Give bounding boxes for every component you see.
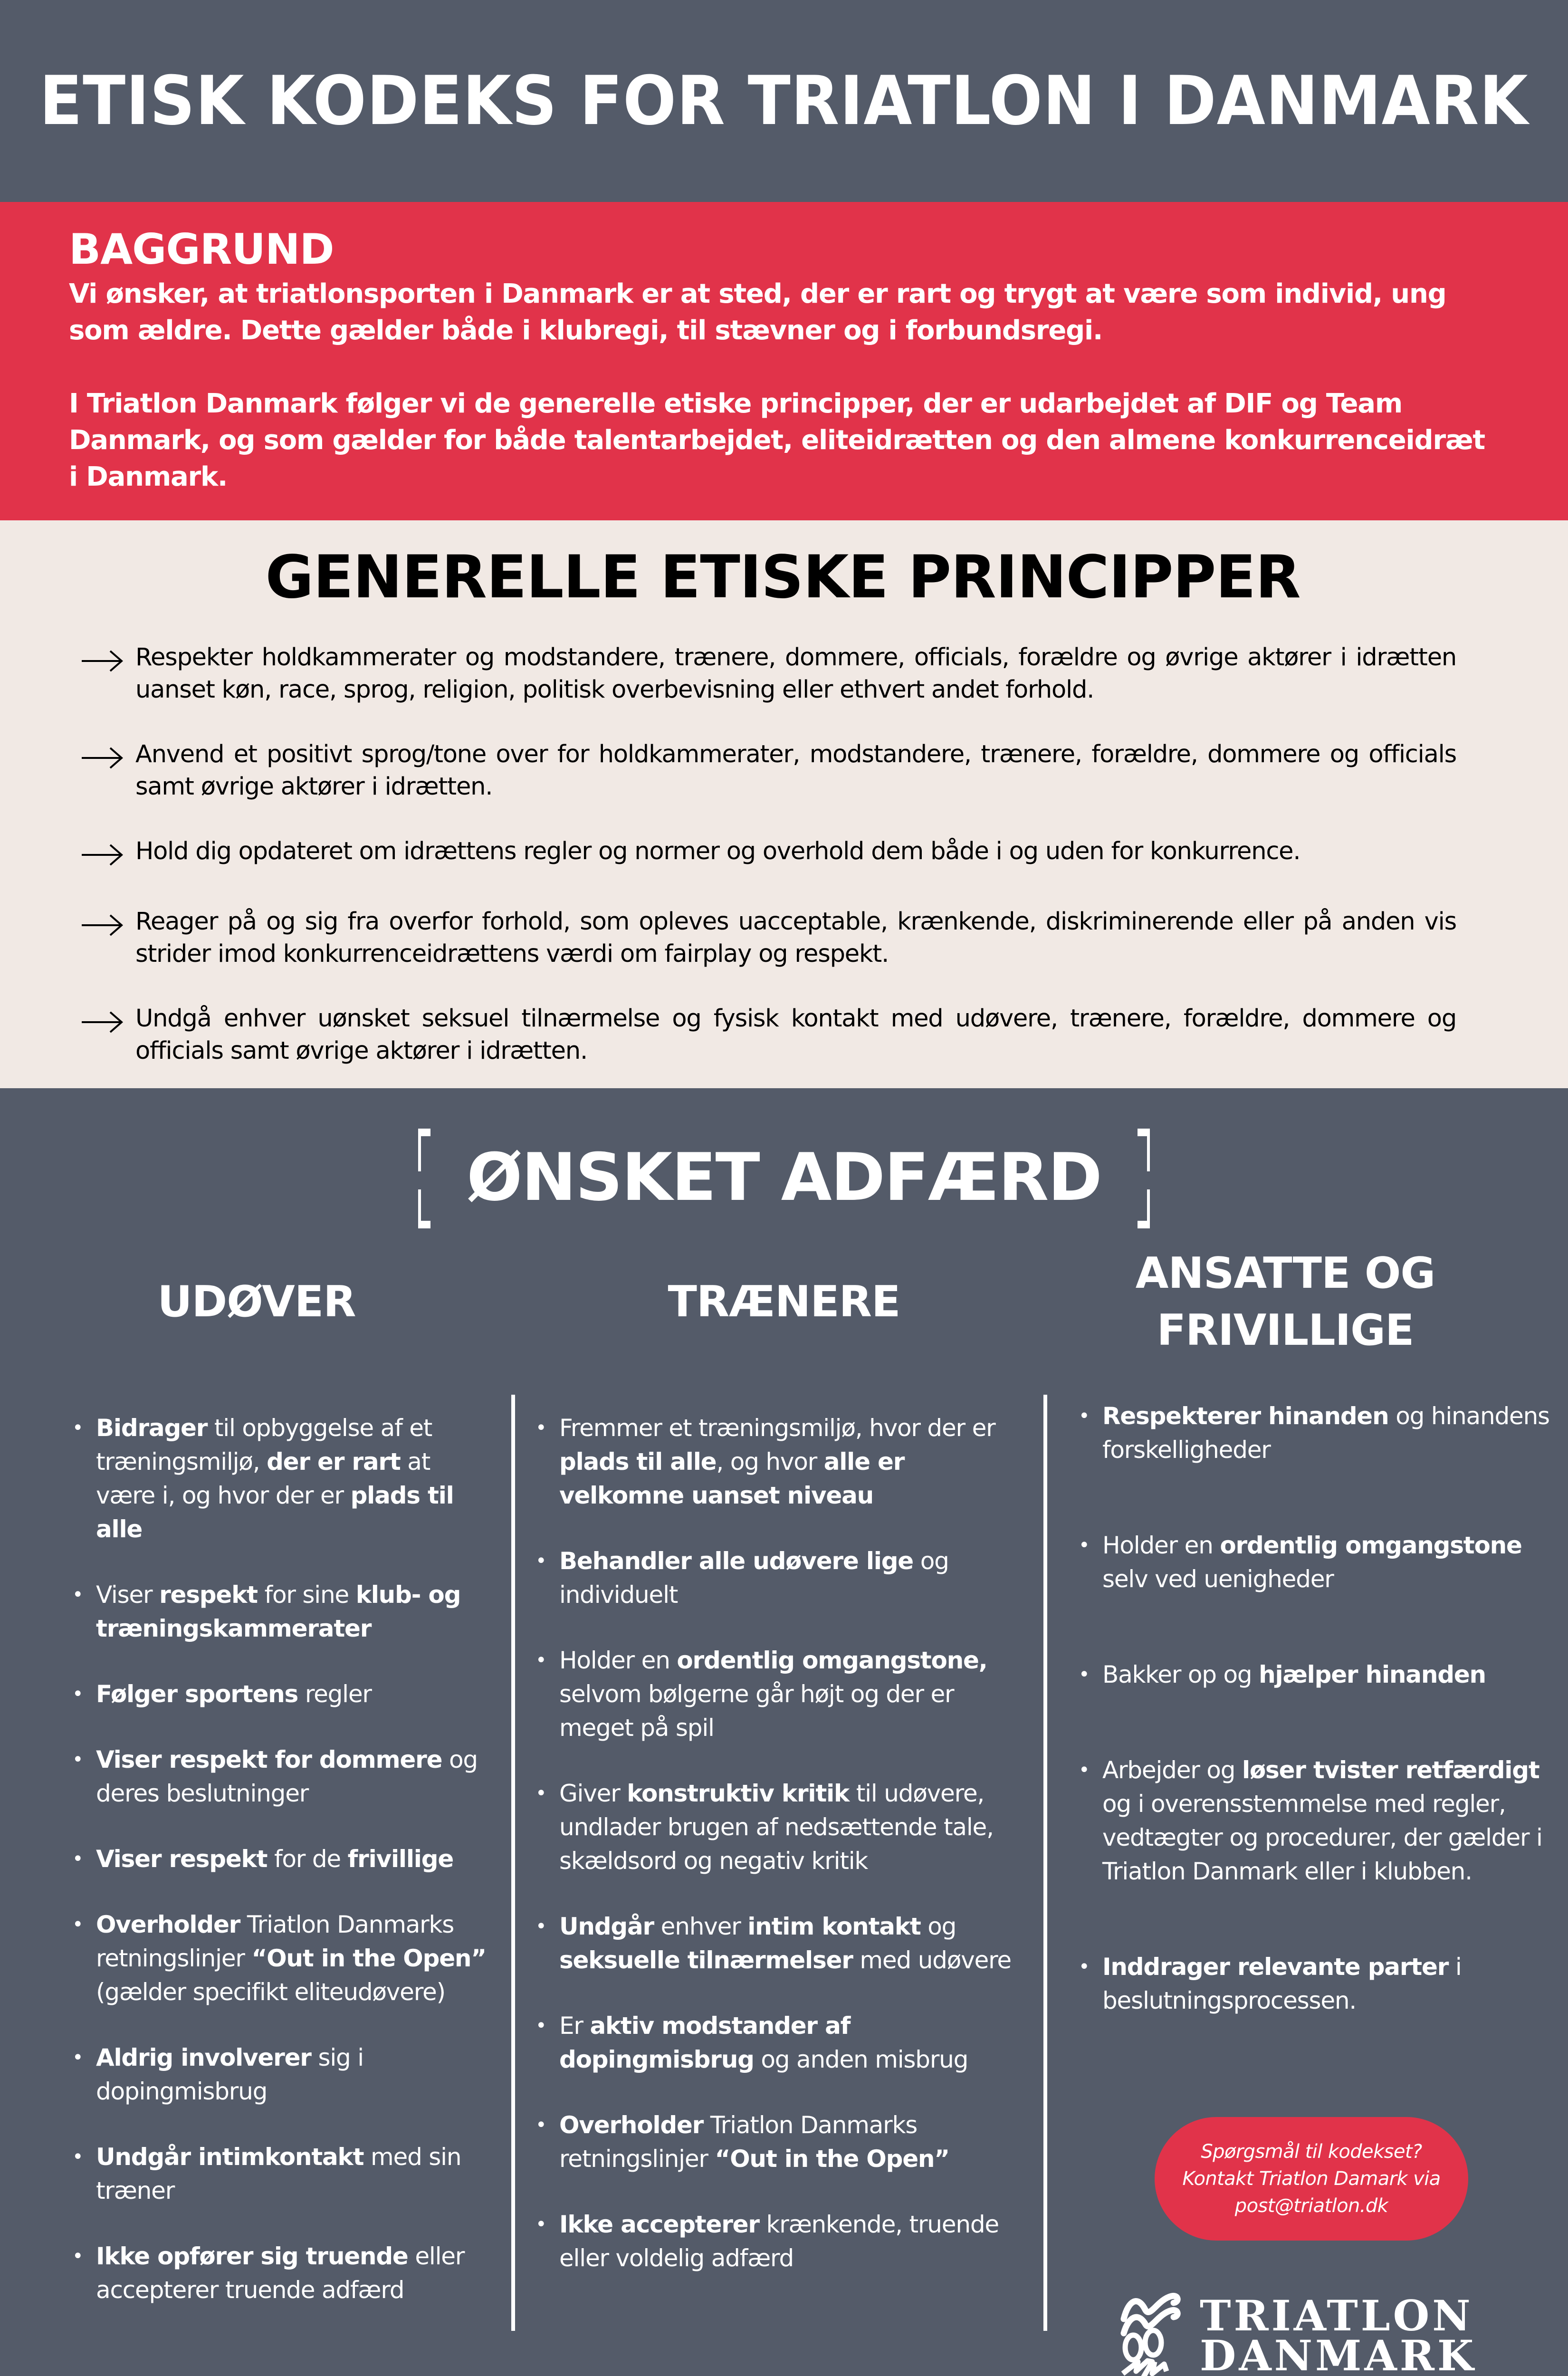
behavior-heading: ØNSKET ADFÆRD: [467, 1139, 1101, 1216]
column-traenere: [535, 1411, 1030, 2275]
body-text: til udøvere, undlader brugen af nedsættende tale, skældsord og negativ kritik: [559, 1780, 994, 1875]
emphasis-text: ordentlig omgangstone: [1220, 1532, 1522, 1559]
behavior-item: [72, 1677, 495, 1711]
emphasis-text: Inddrager relevante parter: [1102, 1953, 1449, 1981]
body-text: Bakker op og: [1102, 1661, 1259, 1688]
behavior-list: [1079, 1399, 1554, 2018]
body-text: i beslutningsprocessen.: [1102, 1953, 1462, 2014]
column-title-ansatte-frivillige: ANSATTE OG FRIVILLIGE: [1135, 1248, 1435, 1355]
emphasis-text: Aldrig involverer: [96, 2044, 311, 2071]
behavior-item: [1079, 1950, 1554, 2018]
body-text: , og hvor: [716, 1448, 824, 1475]
page-header: [0, 0, 1568, 202]
background-paragraph: Vi ønsker, at triatlonsporten i Danmark er at sted, der er rart og trygt at være som individ, ung som ældre. Dette gælder både i klubregi, til stævner og i forbundsregi.: [69, 278, 1446, 346]
principles-section: [0, 520, 1568, 1088]
emphasis-text: Behandler alle udøvere lige: [559, 1547, 913, 1575]
body-text: Fremmer et træningsmiljø, hvor der er: [559, 1414, 995, 1442]
body-text: for sine: [257, 1581, 356, 1609]
emphasis-text: alle er velkomne uanset niveau: [559, 1448, 905, 1509]
principle-item: [81, 1003, 1456, 1067]
body-text: og deres beslutninger: [96, 1746, 478, 1807]
emphasis-text: Overholder: [96, 1911, 240, 1938]
body-text: Viser: [96, 1581, 160, 1609]
contact-badge: [1155, 2117, 1468, 2241]
principle-text: Undgå enhver uønsket seksuel tilnærmelse og fysisk kontakt med udøvere, trænere, forældre, dommere og officials samt øvrige aktører i idrætten.: [135, 1005, 1456, 1065]
emphasis-text: plads til alle: [559, 1448, 717, 1475]
emphasis-text: Undgår intimkontakt: [96, 2143, 364, 2171]
emphasis-text: Følger sportens: [96, 1680, 298, 1708]
contact-instruction: Kontakt Triatlon Damark via: [1182, 2167, 1441, 2190]
body-text: med sin træner: [96, 2143, 461, 2204]
emphasis-text: Ikke accepterer: [559, 2211, 759, 2238]
page-title: ETISK KODEKS FOR TRIATLON I DANMARK: [39, 62, 1529, 140]
behavior-item: [72, 1411, 495, 1546]
body-text: for de: [267, 1845, 348, 1873]
emphasis-text: Viser respekt for dommere: [96, 1746, 442, 1773]
background-paragraph: I Triatlon Danmark følger vi de generelle etiske principper, der er udarbejdet af DIF og Team Danmark, og som gælder for både talentarbejdet, eliteidrætten og den almene konkurrenceidræt i Danmark.: [69, 388, 1485, 492]
body-text: at være i, og hvor der er: [96, 1448, 430, 1509]
body-text: og individuelt: [559, 1547, 949, 1609]
body-text: Arbejder og: [1102, 1756, 1242, 1784]
column-ansatte-frivillige: [1079, 1399, 1554, 2018]
background-section: [0, 202, 1568, 520]
emphasis-text: seksuelle tilnærmelser: [559, 1946, 853, 1974]
principle-item: [81, 906, 1456, 970]
arrow-right-icon: [81, 642, 135, 680]
emphasis-text: Ikke opfører sig truende: [96, 2242, 408, 2270]
principle-text: Hold dig opdateret om idrættens regler og normer og overhold dem både i og uden for konkurrence.: [135, 837, 1300, 865]
principles-list: [81, 642, 1456, 1067]
body-text: og: [920, 1913, 956, 1940]
emphasis-text: Viser respekt: [96, 1845, 268, 1873]
body-text: Holder en: [559, 1647, 677, 1674]
body-text: Giver: [559, 1780, 627, 1807]
behavior-item: [535, 1411, 1030, 1513]
body-text: enhver: [653, 1913, 748, 1940]
contact-question: Spørgsmål til kodekset?: [1201, 2140, 1422, 2163]
behavior-list: [535, 1411, 1030, 2275]
body-text: eller accepterer truende adfærd: [96, 2242, 465, 2304]
arrow-right-icon: [81, 738, 135, 776]
body-text: Holder en: [1102, 1532, 1220, 1559]
behavior-list: [72, 1411, 495, 2307]
column-divider: [511, 1395, 515, 2331]
emphasis-text: løser tvister retfærdigt: [1242, 1756, 1539, 1784]
body-text: krænkende, truende eller voldelig adfærd: [559, 2211, 999, 2272]
behavior-item: [1079, 1529, 1554, 1596]
background-heading: BAGGRUND: [69, 225, 334, 274]
behavior-item: [535, 1910, 1030, 1977]
column-title-udover: UDØVER: [157, 1277, 356, 1327]
behavior-item: [1079, 1753, 1554, 1888]
body-text: og hinandens forskelligheder: [1102, 1402, 1549, 1464]
body-text: Er: [559, 2012, 590, 2040]
behavior-heading-frame: [418, 1129, 1150, 1228]
behavior-item: [535, 1777, 1030, 1878]
emphasis-text: aktiv modstander af dopingmisbrug: [559, 2012, 851, 2073]
behavior-item: [72, 2240, 495, 2307]
body-text: til opbyggelse af et træningsmiljø,: [96, 1414, 432, 1475]
emphasis-text: frivillige: [347, 1845, 454, 1873]
emphasis-text: Bidrager: [96, 1414, 208, 1442]
behavior-item: [535, 2009, 1030, 2077]
triatlon-danmark-logo: [1119, 2290, 1509, 2376]
arrow-right-icon: [81, 906, 135, 944]
behavior-item: [72, 1908, 495, 2009]
principle-text: Reager på og sig fra overfor forhold, som opleves uacceptable, krænkende, diskriminerende eller på anden vis strider imod konkurrenceidrættens værdi om fairplay og respekt.: [135, 908, 1456, 968]
emphasis-text: “Out in the Open”: [251, 1945, 486, 1972]
triathlon-swim-bike-run-icon: [1119, 2290, 1181, 2376]
body-text: og i overensstemmelse med regler, vedtægter og procedurer, der gælder i Triatlon Danmark eller i klubben.: [1102, 1790, 1542, 1885]
column-title-traenere: TRÆNERE: [668, 1277, 900, 1327]
behavior-item: [535, 1544, 1030, 1612]
behavior-item: [72, 1578, 495, 1646]
principle-item: [81, 738, 1456, 803]
principle-text: Respekter holdkammerater og modstandere, trænere, dommere, officials, forældre og øvrige aktører i idrætten uanset køn, race, sprog, religion, politisk overbevisning eller ethvert andet forhold.: [135, 643, 1456, 704]
emphasis-text: Overholder: [559, 2111, 704, 2139]
emphasis-text: Respekterer hinanden: [1102, 1402, 1389, 1430]
emphasis-text: “Out in the Open”: [715, 2145, 949, 2173]
behavior-item: [535, 2208, 1030, 2275]
principle-text: Anvend et positivt sprog/tone over for holdkammerater, modstandere, trænere, forældre, dommere og officials samt øvrige aktører i idrætten.: [135, 740, 1456, 801]
behavior-item: [72, 1842, 495, 1876]
column-udover: [72, 1411, 495, 2307]
behavior-item: [1079, 1399, 1554, 1467]
body-text: Triatlon Danmarks retningslinjer: [96, 1911, 454, 1972]
emphasis-text: hjælper hinanden: [1259, 1661, 1486, 1688]
contact-email-link[interactable]: post@triatlon.dk: [1234, 2194, 1388, 2217]
emphasis-text: plads til alle: [96, 1482, 454, 1543]
body-text: selv ved uenigheder: [1102, 1565, 1334, 1593]
body-text: (gælder specifikt eliteudøvere): [96, 1978, 445, 2006]
behavior-item: [1079, 1658, 1554, 1692]
principles-heading: GENERELLE ETISKE PRINCIPPER: [265, 543, 1300, 612]
behavior-item: [72, 2140, 495, 2208]
emphasis-text: konstruktiv kritik: [627, 1780, 850, 1807]
emphasis-text: intim kontakt: [747, 1913, 921, 1940]
behavior-item: [72, 1743, 495, 1811]
body-text: med udøvere: [852, 1946, 1011, 1974]
behavior-item: [535, 1644, 1030, 1745]
column-divider: [1043, 1395, 1047, 2331]
arrow-right-icon: [81, 1003, 135, 1041]
emphasis-text: ordentlig omgangstone,: [677, 1647, 987, 1674]
emphasis-text: klub- og træningskammerater: [96, 1581, 461, 1642]
emphasis-text: respekt: [159, 1581, 258, 1609]
emphasis-text: Undgår: [559, 1913, 654, 1940]
body-text: selvom bølgerne går højt og der er meget på spil: [559, 1680, 954, 1742]
principle-item: [81, 835, 1456, 873]
arrow-right-icon: [81, 835, 135, 873]
behavior-item: [535, 2108, 1030, 2176]
body-text: Triatlon Danmarks retningslinjer: [559, 2111, 918, 2173]
emphasis-text: der er rart: [267, 1448, 401, 1475]
logo-wordmark: [1200, 2291, 1477, 2376]
behavior-item: [72, 2041, 495, 2108]
body-text: regler: [298, 1680, 372, 1708]
logo-line-1: TRIATLON: [1200, 2291, 1473, 2340]
body-text: og anden misbrug: [754, 2046, 968, 2073]
logo-line-2: DANMARK: [1200, 2331, 1477, 2376]
body-text: sig i dopingmisbrug: [96, 2044, 363, 2105]
principle-item: [81, 642, 1456, 706]
